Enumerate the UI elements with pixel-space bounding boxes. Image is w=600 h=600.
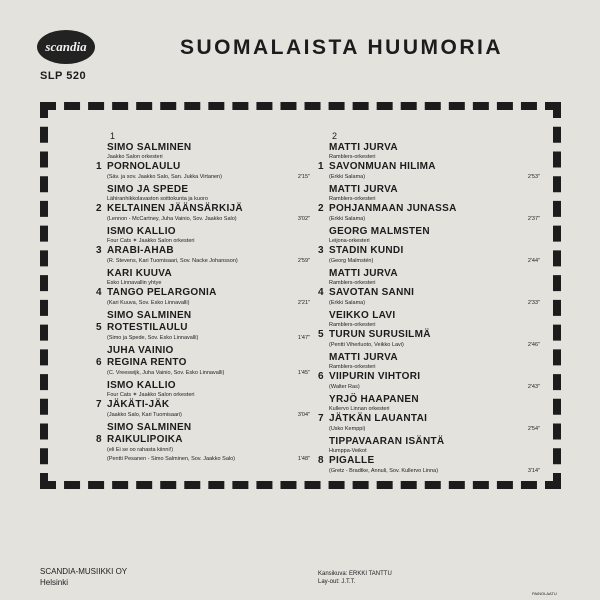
track-duration: 3'14" — [527, 468, 540, 474]
track-number: 8 — [318, 455, 324, 466]
track-entry — [318, 142, 538, 183]
track-composer: (Jaakko Salo, Kari Tuomisaari) — [107, 412, 182, 418]
track-credit — [107, 447, 316, 456]
track-entry — [96, 380, 316, 421]
track-artist: VEIKKO LAVI — [329, 310, 396, 321]
track-number: 6 — [96, 357, 102, 368]
track-number: 8 — [96, 434, 102, 445]
track-number: 2 — [96, 203, 102, 214]
track-credit — [329, 300, 538, 309]
track-duration: 2'37" — [527, 216, 540, 222]
track-composer: (Erkki Salama) — [329, 300, 366, 306]
track-credit — [107, 412, 316, 421]
track-entry — [318, 310, 538, 351]
track-title-row — [318, 161, 538, 174]
track-title: JÄTKÄN LAUANTAI — [329, 413, 428, 424]
track-credit — [107, 300, 316, 309]
track-number: 3 — [96, 245, 102, 256]
track-composer: (Säv. ja sov. Jaakko Salo, San. Jukka Virtanen) — [107, 174, 222, 180]
track-title-row — [318, 329, 538, 342]
track-number: 4 — [318, 287, 324, 298]
album-title: SUOMALAISTA HUUMORIA — [180, 36, 503, 59]
layout-credit: Lay-out: J.T.T. — [318, 579, 356, 585]
track-artist: MATTI JURVA — [329, 142, 398, 153]
track-duration: 1'48" — [297, 456, 310, 462]
scandia-logo: scandia — [37, 30, 95, 64]
track-title-row — [96, 245, 316, 258]
track-credit — [329, 426, 538, 435]
track-artist: MATTI JURVA — [329, 352, 398, 363]
track-title: KELTAINEN JÄÄNSÄRKIJÄ — [107, 203, 243, 214]
track-orchestra: Humppa-Veikot — [329, 448, 367, 454]
track-credit — [329, 258, 538, 267]
track-entry — [96, 422, 316, 463]
track-title-row — [318, 455, 538, 468]
track-entry — [318, 394, 538, 435]
track-title-row — [318, 413, 538, 426]
track-composer: (Pentti Viherluoto, Veikko Lavi) — [329, 342, 404, 348]
track-composer: (Simo ja Spede, Sov. Esko Linnavalli) — [107, 335, 199, 341]
track-credit — [329, 216, 538, 225]
track-title: STADIN KUNDI — [329, 245, 404, 256]
track-number: 3 — [318, 245, 324, 256]
publisher — [40, 566, 127, 588]
track-duration: 1'47" — [297, 335, 310, 341]
publisher-name: SCANDIA-MUSIIKKI OY — [40, 567, 128, 576]
track-number: 6 — [318, 371, 324, 382]
track-orchestra: Ramblers-orkesteri — [329, 196, 376, 202]
track-entry — [318, 268, 538, 309]
track-title: REGINA RENTO — [107, 357, 187, 368]
track-entry — [318, 184, 538, 225]
track-orchestra: Kullervo Linnan orkesteri — [329, 406, 390, 412]
track-title-row — [96, 287, 316, 300]
publisher-city: Helsinki — [40, 578, 69, 587]
track-orchestra: Ramblers-orkesteri — [329, 322, 376, 328]
track-entry — [318, 436, 538, 477]
track-title: PIGALLE — [329, 455, 375, 466]
track-entry — [96, 345, 316, 379]
track-number: 4 — [96, 287, 102, 298]
track-orchestra: Ramblers-orkesteri — [329, 364, 376, 370]
track-composer: (Erkki Salama) — [329, 216, 366, 222]
side-number: 2 — [332, 131, 338, 141]
track-duration: 2'59" — [297, 258, 310, 264]
track-number: 7 — [96, 399, 102, 410]
track-title-row — [318, 371, 538, 384]
track-artist: SIMO SALMINEN — [107, 310, 192, 321]
track-duration: 2'43" — [527, 384, 540, 390]
track-title-row — [318, 245, 538, 258]
track-title: POHJANMAAN JUNASSA — [329, 203, 457, 214]
track-orchestra: Ramblers-orkesteri — [329, 154, 376, 160]
track-title-row — [96, 434, 316, 447]
track-artist: TIPPAVAARAN ISÄNTÄ — [329, 436, 445, 447]
track-duration: 2'44" — [527, 258, 540, 264]
track-duration: 2'21" — [297, 300, 310, 306]
track-composer: (Georg Malmstén) — [329, 258, 374, 264]
track-credit — [107, 216, 316, 225]
track-number: 7 — [318, 413, 324, 424]
track-composer: (eli Ei se oo rahasta kiinni!) — [107, 447, 174, 453]
track-title-row — [96, 399, 316, 412]
track-orchestra: Lähiranhikkolavaston soittokunta ja kuoro — [107, 196, 208, 202]
track-artist: MATTI JURVA — [329, 268, 398, 279]
track-title: VIIPURIN VIHTORI — [329, 371, 421, 382]
track-title: TURUN SURUSILMÄ — [329, 329, 431, 340]
track-entry — [96, 310, 316, 344]
track-artist: ISMO KALLIO — [107, 226, 176, 237]
track-credit — [107, 335, 316, 344]
track-credit — [107, 174, 316, 183]
track-number: 1 — [318, 161, 324, 172]
track-title: SAVOTAN SANNI — [329, 287, 415, 298]
track-artist: GEORG MALMSTEN — [329, 226, 430, 237]
track-entry — [96, 184, 316, 225]
track-artist: YRJÖ HAAPANEN — [329, 394, 419, 405]
track-title-row — [96, 322, 316, 335]
track-composer: (Walter Ras) — [329, 384, 360, 390]
track-credit — [107, 258, 316, 267]
track-credit — [329, 384, 538, 393]
track-artist: SIMO SALMINEN — [107, 142, 192, 153]
track-duration: 3'02" — [297, 216, 310, 222]
track-credit — [107, 370, 316, 379]
track-number: 2 — [318, 203, 324, 214]
track-duration: 2'33" — [527, 300, 540, 306]
track-artist: SIMO JA SPEDE — [107, 184, 189, 195]
track-credit — [329, 174, 538, 183]
track-composer-2: (Pentti Pesanen - Simo Salminen, Sov. Jaakko Salo) — [107, 456, 235, 462]
track-duration: 1'45" — [297, 370, 310, 376]
track-orchestra: Esko Linnavallin yhtye — [107, 280, 162, 286]
track-credit — [329, 342, 538, 351]
track-number: 1 — [96, 161, 102, 172]
track-artist: JUHA VAINIO — [107, 345, 174, 356]
track-orchestra: Leijona-orkesteri — [329, 238, 370, 244]
track-composer: (R. Stevens, Kari Tuomisaari, Sov. Nacke Johansson) — [107, 258, 238, 264]
track-title-row — [318, 203, 538, 216]
side-2-tracklist — [318, 131, 538, 477]
track-title-row — [96, 357, 316, 370]
track-artist: KARI KUUVA — [107, 268, 173, 279]
track-orchestra: Jaakko Salon orkesteri — [107, 154, 163, 160]
track-title-row — [96, 203, 316, 216]
track-duration: 2'46" — [527, 342, 540, 348]
track-title: ARABI-AHAB — [107, 245, 174, 256]
track-number: 5 — [96, 322, 102, 333]
track-composer: (Erkki Salama) — [329, 174, 366, 180]
track-title: PORNOLAULU — [107, 161, 181, 172]
track-title: JÄKÄTI-JÄK — [107, 399, 170, 410]
track-duration: 3'04" — [297, 412, 310, 418]
track-entry — [318, 226, 538, 267]
cover-credit: Kansikuva: ERKKI TANTTU — [318, 571, 392, 577]
track-artist: ISMO KALLIO — [107, 380, 176, 391]
track-entry — [96, 226, 316, 267]
track-title: TANGO PELARGONIA — [107, 287, 217, 298]
track-artist: SIMO SALMINEN — [107, 422, 192, 433]
track-duration: 2'54" — [527, 426, 540, 432]
track-title-row — [318, 287, 538, 300]
track-entry — [318, 352, 538, 393]
track-number: 5 — [318, 329, 324, 340]
track-entry — [96, 142, 316, 183]
track-title: RAIKULIPOIKA — [107, 434, 183, 445]
track-credit-2 — [107, 456, 316, 463]
printer-mark: PAINOLAATU — [532, 591, 557, 596]
track-title: ROTESTILAULU — [107, 322, 188, 333]
track-title-row — [96, 161, 316, 174]
side-number: 1 — [110, 131, 116, 141]
track-entry — [96, 268, 316, 309]
track-orchestra: Four Cats ✶ Jaakko Salon orkesteri — [107, 392, 195, 398]
track-composer: (Usko Kemppi) — [329, 426, 366, 432]
track-artist: MATTI JURVA — [329, 184, 398, 195]
catalog-number: SLP 520 — [40, 70, 87, 82]
track-composer: (C. Vreeswijk, Juha Vainio, Sov. Esko Linnavalli) — [107, 370, 225, 376]
track-composer: (Gretz - Bradtke, Annuli, Sov. Kullervo Linna) — [329, 468, 439, 474]
track-duration: 2'15" — [297, 174, 310, 180]
side-1-tracklist — [96, 131, 316, 463]
track-duration: 2'53" — [527, 174, 540, 180]
track-orchestra: Four Cats ✶ Jaakko Salon orkesteri — [107, 238, 195, 244]
track-orchestra: Ramblers-orkesteri — [329, 280, 376, 286]
track-composer: (Lennon - McCartney, Juha Vainio, Sov. Jaakko Salo) — [107, 216, 237, 222]
track-title: SAVONMUAN HILIMA — [329, 161, 436, 172]
track-composer: (Kari Kuuva, Sov. Esko Linnavalli) — [107, 300, 190, 306]
design-credits — [318, 570, 392, 586]
track-credit — [329, 468, 538, 477]
